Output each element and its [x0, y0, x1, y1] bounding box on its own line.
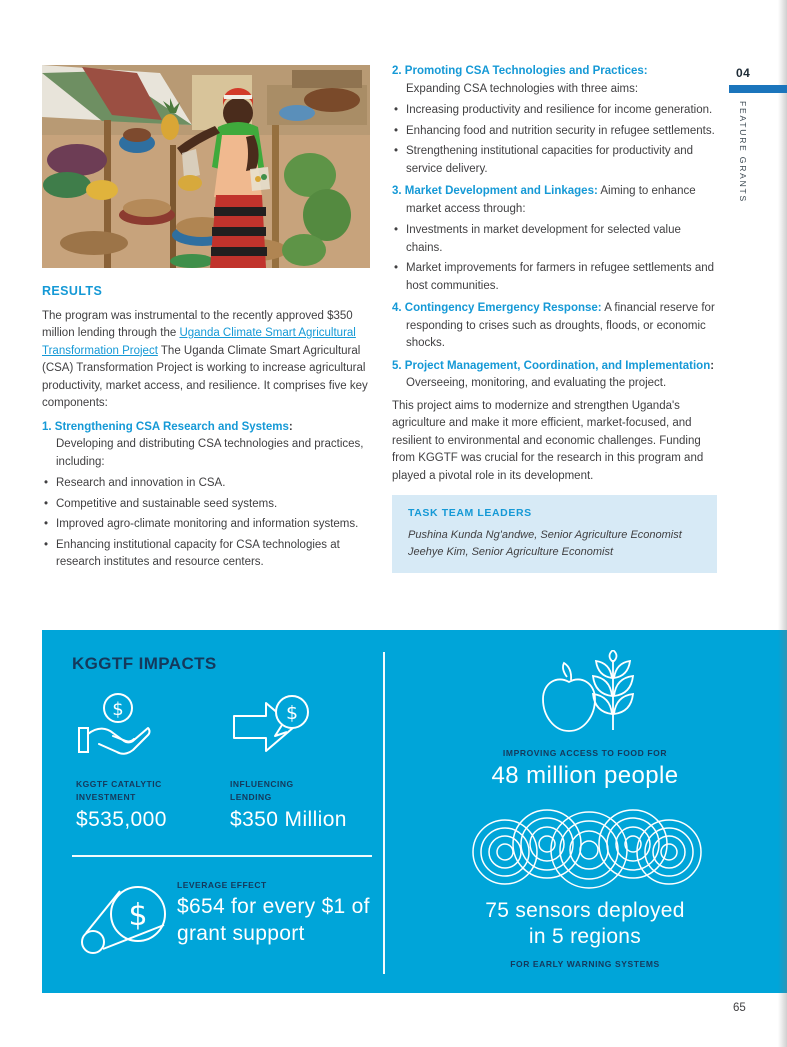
chapter-tab-bar	[729, 85, 787, 93]
component-2-bullets	[392, 102, 717, 178]
impacts-title: KGGTF IMPACTS	[72, 654, 217, 673]
results-paragraph-end: The Uganda Climate Smart Agricultural (CSA) Transformation Project is working to increase agricultural productivity, market access, and resilience. It comprises five key components:	[42, 344, 368, 409]
component-number: 1.	[42, 420, 52, 433]
page-number: 65	[733, 1002, 746, 1014]
stat-value: 48 million people	[491, 762, 679, 789]
stat-label: KGGTF CATALYTIC INVESTMENT	[76, 779, 162, 803]
task-team-leader: Jeehye Kim, Senior Agriculture Economist	[408, 545, 614, 558]
component-description: A financial reserve for responding to crises such as droughts, floods, or economic shocks.	[406, 302, 715, 349]
stat-value: $350 Million	[230, 808, 347, 832]
task-team-leaders-heading: TASK TEAM LEADERS	[408, 507, 532, 519]
component-5-heading	[392, 358, 717, 393]
impacts-right-section	[383, 630, 787, 993]
svg-text:$: $	[285, 702, 299, 724]
results-heading: RESULTS	[42, 284, 103, 298]
component-number: 3.	[392, 185, 402, 197]
list-item: • Strengthening institutional capacities for productivity and service delivery.	[392, 143, 717, 178]
component-2	[392, 63, 717, 178]
component-separator: :	[288, 420, 293, 433]
svg-text:$: $	[112, 699, 124, 720]
project-link[interactable]: Uganda Climate Smart Agricultural Transformation Project	[42, 327, 356, 357]
right-column	[392, 63, 717, 573]
stat-label: IMPROVING ACCESS TO FOOD FOR	[502, 748, 668, 758]
stat-leverage-effect	[177, 880, 387, 948]
component-number: 4.	[392, 302, 402, 314]
stat-influencing-lending	[230, 692, 380, 832]
component-description: Developing and distributing CSA technologies and practices, including:	[56, 438, 364, 468]
component-title: Project Management, Coordination, and Implementation	[404, 359, 711, 372]
component-2-heading	[392, 63, 717, 98]
list-item: • Competitive and sustainable seed systems.	[42, 496, 373, 514]
component-title: Contingency Emergency Response:	[404, 302, 602, 314]
list-item: • Enhancing food and nutrition security in refugee settlements.	[392, 123, 717, 141]
component-3-heading	[392, 183, 717, 218]
stat-value: 75 sensors deployed in 5 regions	[485, 899, 685, 949]
list-item: • Improved agro-climate monitoring and information systems.	[42, 516, 373, 534]
component-description: Aiming to enhance market access through:	[406, 185, 696, 215]
component-title: Promoting CSA Technologies and Practices:	[404, 65, 648, 77]
lending-arrow-coin-icon	[230, 692, 380, 766]
component-3	[392, 183, 717, 295]
stat-catalytic-investment	[76, 692, 221, 832]
market-photo-illustration	[42, 65, 370, 268]
stat-value: $654 for every $1 of grant support	[177, 895, 370, 945]
component-4-heading	[392, 300, 717, 353]
component-description: Expanding CSA technologies with three aims:	[406, 82, 639, 95]
component-title: Market Development and Linkages:	[404, 185, 598, 197]
component-number: 5.	[392, 359, 402, 372]
leverage-pulley-icon	[78, 880, 170, 956]
list-item: • Increasing productivity and resilience for income generation.	[392, 102, 717, 120]
stat-label: LEVERAGE EFFECT	[177, 880, 267, 890]
task-team-leader: Pushina Kunda Ng'andwe, Senior Agriculture Economist	[408, 528, 682, 541]
list-item: • Investments in market development for selected value chains.	[392, 222, 717, 257]
component-1-heading	[42, 419, 373, 472]
coin-hand-icon	[76, 692, 221, 766]
stat-value: $535,000	[76, 808, 167, 832]
component-separator: :	[710, 359, 715, 372]
component-1	[42, 419, 373, 572]
results-paragraph	[42, 308, 373, 413]
component-number: 2.	[392, 65, 402, 77]
horizontal-divider	[72, 855, 372, 857]
component-3-bullets	[392, 222, 717, 295]
list-item: • Research and innovation in CSA.	[42, 475, 373, 493]
chapter-number: 04	[736, 66, 751, 80]
svg-text:$: $	[128, 898, 148, 933]
component-4	[392, 300, 717, 353]
component-5	[392, 358, 717, 393]
results-paragraph-start: The program was instrumental to the recently approved $350 million lending through the	[42, 309, 353, 339]
component-1-bullets	[42, 475, 373, 572]
component-description: Overseeing, monitoring, and evaluating the project.	[406, 377, 667, 389]
apple-wheat-icon	[533, 650, 637, 738]
stat-label: INFLUENCING LENDING	[230, 779, 294, 803]
list-item: • Market improvements for farmers in refugee settlements and host communities.	[392, 260, 717, 295]
stat-label: FOR EARLY WARNING SYSTEMS	[510, 958, 660, 969]
task-team-leaders-box	[392, 495, 717, 573]
market-photo	[42, 65, 370, 268]
chapter-tab-label: FEATURE GRANTS	[738, 101, 748, 204]
component-title: Strengthening CSA Research and Systems	[54, 420, 289, 433]
closing-paragraph: This project aims to modernize and strengthen Uganda's agriculture and make it more efficient, market-focused, and resilient to environmental and economic challenges. Funding from KGGTF was crucial for the research in this program and played a pivotal role in its development.	[392, 399, 704, 482]
kggtf-impacts-panel	[42, 630, 787, 993]
sensor-ripples-icon	[467, 806, 703, 892]
list-item: • Enhancing institutional capacity for CSA technologies at research institutes and resource centers.	[42, 537, 373, 572]
left-column	[42, 283, 373, 577]
